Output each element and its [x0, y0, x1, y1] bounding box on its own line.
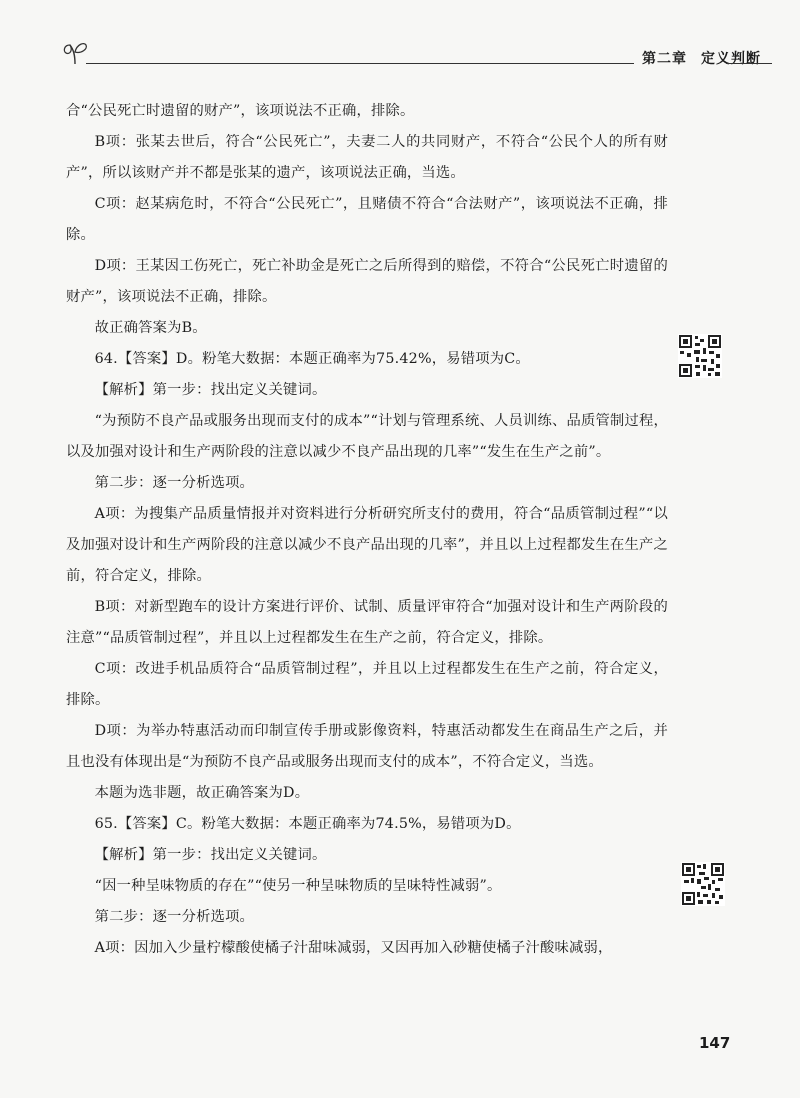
paragraph: 故正确答案为B。: [94, 320, 207, 336]
paragraph: D项：为举办特惠活动而印制宣传手册或影像资料，特惠活动都发生在商品生产之后，并且也没有体现出是“为预防不良产品或服务出现而支付的成本”，不符合定义，当选。: [66, 723, 668, 770]
paragraph: C项：改进手机品质符合“品质管制过程”，并且以上过程都发生在生产之前，符合定义，排除。: [66, 661, 668, 708]
chapter-number: 第二章: [642, 51, 687, 67]
running-header: [62, 38, 772, 72]
section-title: 定义判断: [701, 51, 761, 67]
leaf-icon: [62, 38, 88, 66]
paragraph: A项：为搜集产品质量情报并对资料进行分析研究所支付的费用，符合“品质管制过程”“以及加强对设计和生产两阶段的注意以减少不良产品出现的几率”，并且以上过程都发生在生产之前，符合定义，排除。: [66, 506, 668, 584]
paragraph: 本题为选非题，故正确答案为D。: [94, 785, 310, 801]
chapter-title: [642, 48, 761, 68]
header-rule-right: [726, 63, 772, 64]
paragraph: 【解析】第一步：找出定义关键词。: [94, 382, 327, 398]
paragraph: A项：因加入少量柠檬酸使橘子汁甜味减弱，又因再加入砂糖使橘子汁酸味减弱，: [94, 940, 613, 956]
paragraph: 合“公民死亡时遗留的财产”，该项说法不正确，排除。: [66, 103, 415, 119]
paragraph: C项：赵某病危时，不符合“公民死亡”，且赌债不符合“合法财产”，该项说法不正确，排除。: [66, 196, 668, 243]
paragraph: “为预防不良产品或服务出现而支付的成本”“计划与管理系统、人员训练、品质管制过程，以及加强对设计和生产两阶段的注意以减少不良产品出现的几率”“发生在生产之前”。: [66, 413, 668, 460]
header-rule: [86, 63, 634, 64]
paragraph: 第二步：逐一分析选项。: [94, 475, 255, 491]
paragraph: 64.【答案】D。粉笔大数据：本题正确率为75.42%，易错项为C。: [94, 351, 530, 367]
page-number: 147: [699, 1034, 731, 1052]
paragraph: B项：张某去世后，符合“公民死亡”，夫妻二人的共同财产，不符合“公民个人的所有财产”，所以该财产并不都是张某的遗产，该项说法正确，当选。: [66, 134, 668, 181]
qr-code-icon[interactable]: [681, 862, 725, 906]
paragraph: D项：王某因工伤死亡，死亡补助金是死亡之后所得到的赔偿，不符合“公民死亡时遗留的财产”，该项说法不正确，排除。: [66, 258, 668, 305]
paragraph: 65.【答案】C。粉笔大数据：本题正确率为74.5%，易错项为D。: [94, 816, 521, 832]
paragraph: 第二步：逐一分析选项。: [94, 909, 255, 925]
page-body: [66, 96, 668, 964]
paragraph: “因一种呈味物质的存在”“使另一种呈味物质的呈味特性减弱”。: [94, 878, 502, 894]
qr-code-icon[interactable]: [678, 334, 722, 378]
paragraph: B项：对新型跑车的设计方案进行评价、试制、质量评审符合“加强对设计和生产两阶段的注意”“品质管制过程”，并且以上过程都发生在生产之前，符合定义，排除。: [66, 599, 668, 646]
paragraph: 【解析】第一步：找出定义关键词。: [94, 847, 327, 863]
